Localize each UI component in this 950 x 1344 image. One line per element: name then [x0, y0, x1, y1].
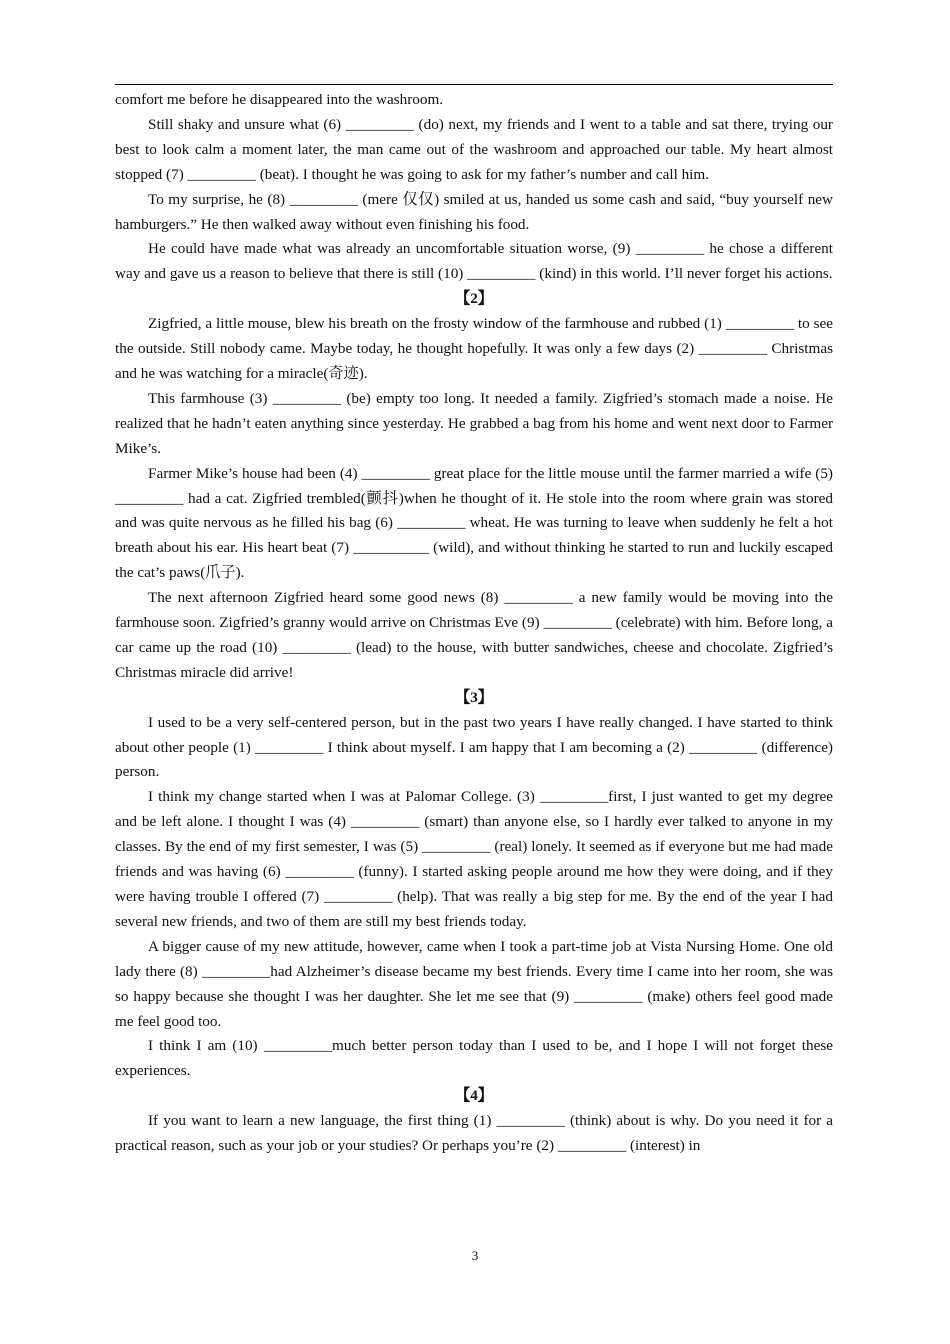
paragraph: A bigger cause of my new attitude, however, came when I took a part-time job at Vista Nursing Home. One old lady there (8) _________had Alzheimer’s disease became my best friends. Every time I came into her room, she was so happy because she thought I was her daughter. She let me see that (9) _________ (make) others feel good made me feel good too. [115, 937, 833, 1030]
paragraph: This farmhouse (3) _________ (be) empty too long. It needed a family. Zigfried’s stomach made a noise. He realized that he hadn’t eaten anything since yesterday. He grabbed a bag from his home and went next door to Farmer Mike’s. [115, 389, 833, 457]
paragraph: If you want to learn a new language, the first thing (1) _________ (think) about is why. Do you need it for a practical reason, such as your job or your studies? Or perhaps you’re (2) _________ (interest) in [115, 1112, 833, 1155]
paragraph: Farmer Mike’s house had been (4) _________ great place for the little mouse until the farmer married a wife (5) _________ had a cat. Zigfried trembled(颤抖)when he thought of it. He stole into the room where grain was stored and was quite nervous as he filled his bag (6) _________ wheat. He was turning to leave when suddenly he felt a hot breath about his ear. His heart beat (7) __________ (wild), and without thinking he started to run and luckily escaped the cat’s paws(爪子). [115, 464, 833, 582]
section-heading: 【3】 [455, 688, 493, 706]
paragraph: To my surprise, he (8) _________ (mere 仅仅) smiled at us, handed us some cash and said, “buy yourself new hamburgers.” He then walked away without even finishing his food. [115, 190, 833, 233]
section-heading: 【2】 [455, 290, 493, 308]
document-body [115, 88, 833, 1159]
paragraph: I used to be a very self-centered person, but in the past two years I have really changed. I have started to think about other people (1) _________ I think about myself. I am happy that I am becoming a (2) _________ (difference) person. [115, 713, 833, 781]
paragraph: Zigfried, a little mouse, blew his breath on the frosty window of the farmhouse and rubbed (1) _________ to see the outside. Still nobody came. Maybe today, he thought hopefully. It was only a few days (2) _________ Christmas and he was watching for a miracle(奇迹). [115, 315, 833, 382]
page-number: 3 [471, 1248, 479, 1263]
paragraph: Still shaky and unsure what (6) _________ (do) next, my friends and I went to a table and sat there, trying our best to look calm a moment later, the man came out of the washroom and approached our table. My heart almost stopped (7) _________ (beat). I thought he was going to ask for my father’s number and call him. [115, 115, 833, 183]
paragraph: I think I am (10) _________much better person today than I used to be, and I hope I will not forget these experiences. [115, 1037, 833, 1080]
paragraph: He could have made what was already an uncomfortable situation worse, (9) _________ he chose a different way and gave us a reason to believe that there is still (10) _________ (kind) in this world. I’ll never forget his actions. [115, 240, 833, 283]
paragraph: The next afternoon Zigfried heard some good news (8) _________ a new family would be moving into the farmhouse soon. Zigfried’s granny would arrive on Christmas Eve (9) _________ (celebrate) with him. Before long, a car came up the road (10) _________ (lead) to the house, with butter sandwiches, cheese and chocolate. Zigfried’s Christmas miracle did arrive! [115, 589, 833, 681]
header-rule [115, 84, 833, 85]
section-heading: 【4】 [455, 1087, 493, 1105]
paragraph: comfort me before he disappeared into the washroom. [115, 91, 444, 108]
paragraph: I think my change started when I was at Palomar College. (3) _________first, I just wanted to get my degree and be left alone. I thought I was (4) _________ (smart) than anyone else, so I hardly ever talked to anyone in my classes. By the end of my first semester, I was (5) _________ (real) lonely. It seemed as if everyone but me had made friends and was having (6) _________ (funny). I started asking people around me how they were doing, and if they were having trouble I offered (7) _________ (help). That was really a big step for me. By the end of the year I had several new friends, and two of them are still my best friends today. [115, 788, 833, 930]
document-page [115, 84, 833, 1159]
